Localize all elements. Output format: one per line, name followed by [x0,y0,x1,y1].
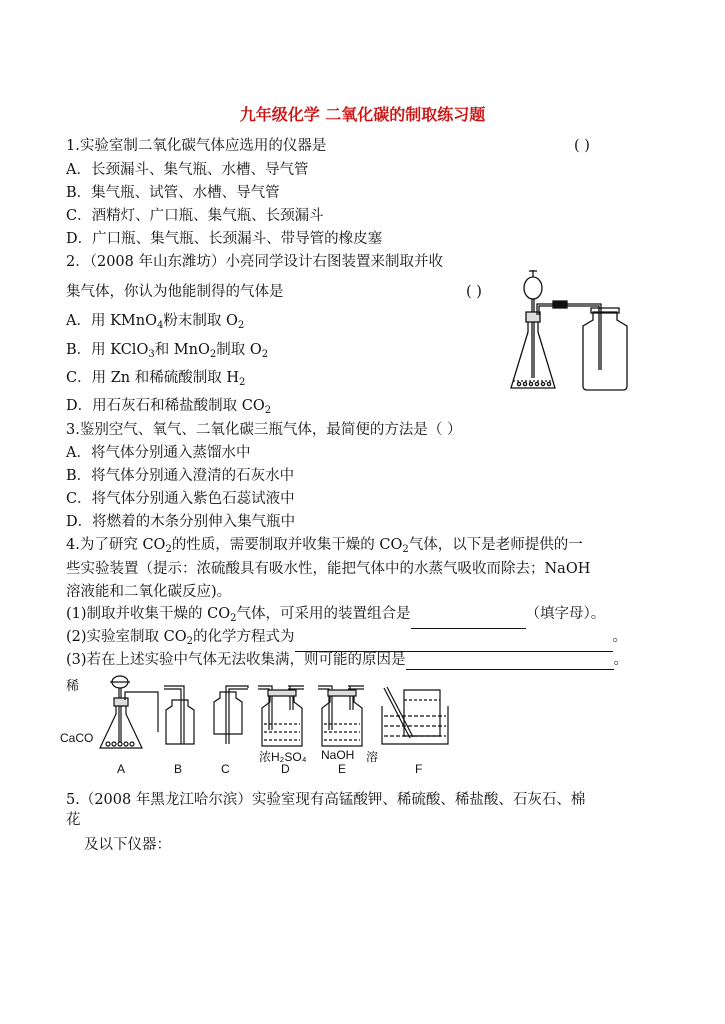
apparatus-a [96,672,166,752]
q2-option-c [66,368,245,393]
apparatus-label-e: NaOH [321,748,355,762]
apparatus-label-d: 浓H₂SO₄ [259,750,307,764]
q2-answer-paren: ( ) [466,284,482,300]
q4-p2-text: (2)实验室制取 CO [66,629,187,645]
q4-p1-text: (1)制取并收集干燥的 CO [66,606,231,622]
q2-b-sub3: 2 [261,349,269,360]
apparatus-c [212,686,252,748]
q2-b-sub2: 2 [209,349,217,360]
q2-a-text: A．用 KMnO [66,313,157,329]
q4-l1-text: 4.为了研究 CO [66,537,166,553]
apparatus-letter-d: D [281,762,290,776]
q4-stem-line1 [66,535,583,560]
apparatus-label-caco: CaCO [60,731,94,745]
q3-option-d: D．将燃着的木条分别伸入集气瓶中 [66,514,296,530]
q5-stem-line3: 及以下仪器： [84,837,171,853]
q1-option-d: D．广口瓶、集气瓶、长颈漏斗、带导管的橡皮塞 [66,231,383,247]
apparatus-letter-c: C [221,762,230,776]
q4-stem-line2: 些实验装置（提示：浓硫酸具有吸水性，能把气体中的水蒸气吸收而除去；NaOH [66,561,591,577]
apparatus-label-rong: 溶 [366,750,379,764]
apparatus-letter-f: F [415,762,423,776]
q2-b-text: B．用 KClO [66,342,149,358]
gas-collection-bottle [583,312,627,390]
q4-p3-text: (3)若在上述实验中气体无法收集满，则可能的原因是 [66,652,406,668]
funnel-bulb [524,277,542,299]
q3-option-b: B．将气体分别通入澄清的石灰水中 [66,468,295,484]
q5-stem-line2: 花 [66,812,81,828]
q3-stem: 3.鉴别空气、氧气、二氧化碳三瓶气体，最简便的方法是（ ） [66,422,462,438]
q2-option-b [66,340,268,365]
q2-option-d [66,396,271,421]
rubber-stopper [526,312,540,322]
q4-part1 [66,604,605,629]
q3-option-c: C．将气体分别通入紫色石蕊试液中 [66,491,295,507]
q4-p1-end: （填字母）。 [525,606,606,622]
q2-stem-line1: 2．（2008 年山东潍坊）小亮同学设计右图装置来制取并收 [66,254,443,270]
q2-c-text: C．用 Zn 和稀硫酸制取 H [66,370,239,386]
apparatus-f [380,686,452,748]
q2-a-sub: 4 [157,320,164,331]
page-title: 九年级化学 二氧化碳的制取练习题 [239,105,486,124]
q1-stem [66,136,326,156]
apparatus-letter-e: E [338,762,347,776]
q1-stem-text: 1.实验室制二氧化碳气体应选用的仪器是 [66,138,327,154]
apparatus-e [316,680,368,750]
q4-p3-end: 。 [613,652,629,668]
q2-d-text: D．用石灰石和稀盐酸制取 CO [66,398,265,414]
q4-part3 [66,650,628,670]
q4-part3-answer-blank[interactable] [406,653,614,670]
q2-b-mid: 和 MnO [154,342,210,358]
q4-p1-mid: 气体，可采用的装置组合是 [236,606,411,622]
conical-flask [511,322,555,388]
q4-part2 [66,627,627,652]
q4-l1-sub: 2 [165,544,172,555]
apparatus-d [256,680,308,750]
q2-c-sub: 2 [238,377,246,388]
q2-b-sub: 3 [148,349,155,360]
q4-p2-mid: 的化学方程式为 [193,629,295,645]
q2-a-sub2: 2 [237,320,245,331]
q4-p2-end: 。 [612,629,628,645]
apparatus-letter-b: B [174,762,183,776]
q4-p1-sub: 2 [230,613,237,624]
q1-option-c: C．酒精灯、广口瓶、集气瓶、长颈漏斗 [66,208,324,224]
q4-l1-mid: 的性质，需要制取并收集干燥的 CO [171,537,403,553]
q4-stem-line3: 溶液能和二氧化碳反应)。 [66,584,232,600]
q1-option-b: B．集气瓶、试管、水槽、导气管 [66,185,280,201]
q4-l1-sub2: 2 [402,544,409,555]
q4-l1-end: 气体，以下是老师提供的一 [408,537,583,553]
q4-p2-sub: 2 [186,636,194,647]
q2-d-sub: 2 [264,405,272,416]
q1-answer-paren: ( ) [574,138,590,154]
q3-option-a: A．将气体分别通入蒸馏水中 [66,445,251,461]
q5-stem-line1: 5.（2008 年黑龙江哈尔滨）实验室现有高锰酸钾、稀硫酸、稀盐酸、石灰石、棉 [66,792,586,808]
apparatus-label-xi: 稀 [66,679,80,694]
q2-a-mid: 粉末制取 O [163,313,238,329]
q1-option-a: A．长颈漏斗、集气瓶、水槽、导气管 [66,162,309,178]
apparatus-letter-a: A [117,762,126,776]
q2-stem-line2: 集气体，你认为他能制得的气体是 [66,284,284,300]
q2-apparatus-diagram [505,268,645,404]
q2-option-a [66,311,244,336]
apparatus-b [160,686,200,748]
q2-b-end: 制取 O [216,342,262,358]
